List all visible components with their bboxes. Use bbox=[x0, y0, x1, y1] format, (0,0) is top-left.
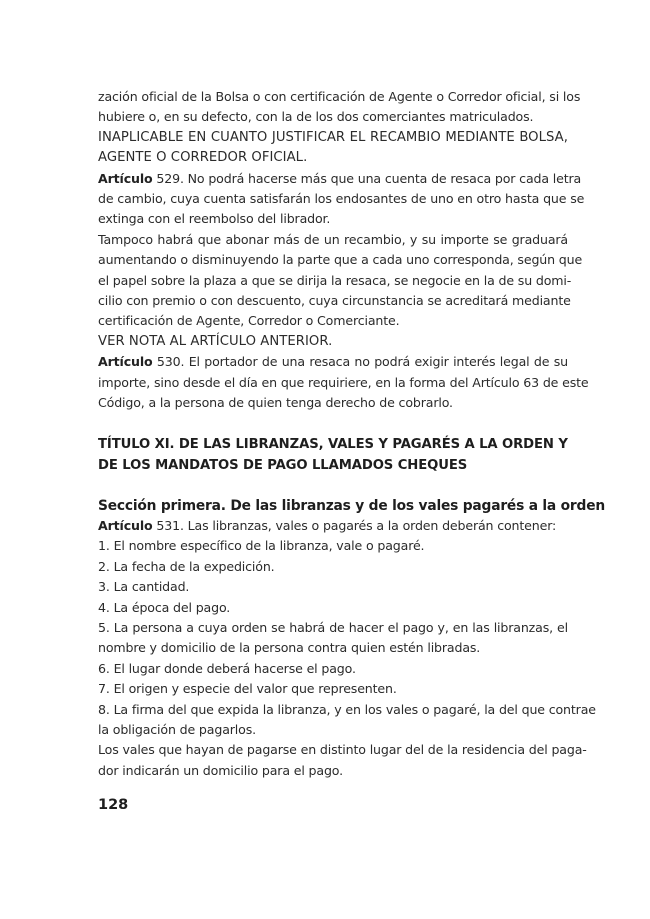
list-item: 1. El nombre específico de la libranza, vale o pagaré. bbox=[98, 538, 425, 554]
note-line: INAPLICABLE EN CUANTO JUSTIFICAR EL RECAMBIO MEDIANTE BOLSA, bbox=[98, 129, 568, 145]
note-line: AGENTE O CORREDOR OFICIAL. bbox=[98, 150, 308, 166]
list-item: 7. El origen y especie del valor que representen. bbox=[98, 681, 397, 697]
article-label: Artículo bbox=[98, 517, 153, 533]
article-label: Artículo bbox=[98, 170, 153, 186]
article-text: 531. Las libranzas, vales o pagarés a la orden deberán contener: bbox=[152, 517, 557, 533]
text-line: certificación de Agente, Corredor o Comerciante. bbox=[98, 313, 400, 329]
text-line: Tampoco habrá que abonar más de un recambio, y su importe se graduará bbox=[98, 231, 568, 247]
list-item: 2. La fecha de la expedición. bbox=[98, 558, 275, 574]
text-line: importe, sino desde el día en que requiriere, en la forma del Artículo 63 de este bbox=[98, 374, 589, 390]
title-heading: DE LOS MANDATOS DE PAGO LLAMADOS CHEQUES bbox=[98, 457, 468, 473]
list-item-continuation: la obligación de pagarlos. bbox=[98, 721, 256, 737]
list-item: 6. El lugar donde deberá hacerse el pago. bbox=[98, 660, 356, 676]
text-line: de cambio, cuya cuenta satisfarán los endosantes de uno en otro hasta que se bbox=[98, 191, 585, 207]
article-text: 529. No podrá hacerse más que una cuenta de resaca por cada letra bbox=[152, 170, 582, 186]
text-line: zación oficial de la Bolsa o con certificación de Agente o Corredor oficial, si los bbox=[98, 89, 581, 104]
list-item: 5. La persona a cuya orden se habrá de hacer el pago y, en las libranzas, el bbox=[98, 619, 568, 635]
text-line: extinga con el reembolso del librador. bbox=[98, 211, 331, 227]
note-line: VER NOTA AL ARTÍCULO ANTERIOR. bbox=[98, 333, 333, 349]
article-529-heading-line bbox=[98, 169, 582, 189]
page-body bbox=[98, 87, 605, 781]
list-item-continuation: nombre y domicilio de la persona contra quien estén libradas. bbox=[98, 640, 481, 656]
article-530-heading-line bbox=[98, 352, 568, 372]
text-line: aumentando o disminuyendo la parte que a cada uno corresponda, según que bbox=[98, 252, 583, 268]
title-heading: TÍTULO XI. DE LAS LIBRANZAS, VALES Y PAGARÉS A LA ORDEN Y bbox=[98, 436, 568, 452]
list-item: 3. La cantidad. bbox=[98, 579, 190, 595]
list-item: 4. La época del pago. bbox=[98, 599, 231, 615]
list-item: 8. La firma del que expida la libranza, y en los vales o pagaré, la del que contrae bbox=[98, 701, 596, 717]
article-531-heading-line bbox=[98, 516, 568, 536]
text-line: dor indicarán un domicilio para el pago. bbox=[98, 762, 343, 778]
page-number: 128 bbox=[98, 797, 129, 813]
text-line: hubiere o, en su defecto, con la de los dos comerciantes matriculados. bbox=[98, 109, 534, 125]
text-line: Código, a la persona de quien tenga derecho de cobrarlo. bbox=[98, 395, 453, 411]
text-line: Los vales que hayan de pagarse en distinto lugar del de la residencia del paga- bbox=[98, 742, 587, 758]
article-label: Artículo bbox=[98, 354, 153, 370]
article-text: 530. El portador de una resaca no podrá exigir interés legal de su bbox=[152, 354, 568, 370]
text-line: el papel sobre la plaza a que se dirija la resaca, se negocie en la de su domi- bbox=[98, 272, 572, 288]
section-heading: Sección primera. De las libranzas y de los vales pagarés a la orden bbox=[98, 497, 605, 514]
text-line: cilio con premio o con descuento, cuya circunstancia se acreditará mediante bbox=[98, 293, 571, 309]
